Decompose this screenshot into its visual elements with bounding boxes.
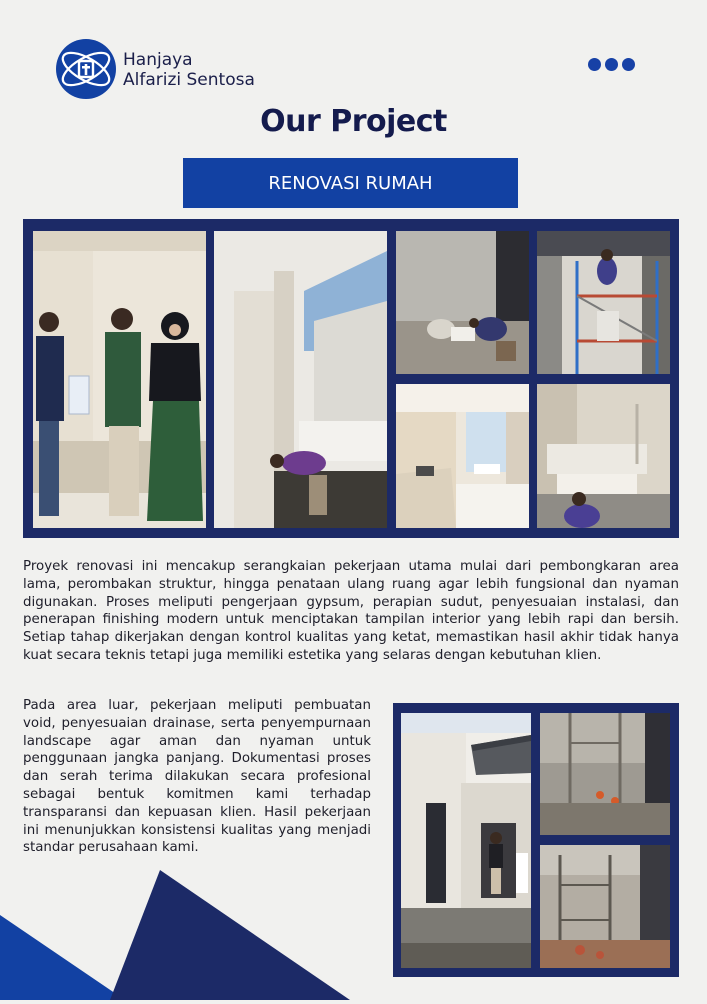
photo-interior-worker — [214, 231, 387, 528]
photo-workers-floor — [396, 231, 529, 374]
photo-exterior — [401, 713, 531, 968]
page-title: Our Project — [260, 104, 447, 139]
photo-bathroom-worker — [537, 384, 670, 528]
paragraph-exterior: Pada area luar, pekerjaan meliputi pembuatan void, penyesuaian drainase, serta penyempurnaan landscape agar aman dan nyaman untuk penggunaan jangka panjang. Dokumentasi proses dan serah terima dilakukan secara profesional sebagai bentuk komitmen kami terhadap transparansi dan kepuasan klien. Hasil pekerjaan ini menunjukkan konsistensi kualitas yang menjadi standar perusahaan kami. — [23, 698, 371, 856]
photo-kitchen — [396, 384, 529, 528]
section-banner: RENOVASI RUMAH — [183, 158, 518, 208]
project-gallery-bottom — [393, 703, 679, 977]
photo-construction-upper — [540, 713, 670, 835]
project-gallery-top — [23, 219, 679, 538]
photo-construction-lower — [540, 845, 670, 968]
photo-scaffolding — [537, 231, 670, 374]
company-logo-icon — [55, 38, 117, 100]
company-name-line1: Hanjaya — [123, 50, 193, 70]
decorative-corner — [0, 860, 350, 1000]
more-dots-icon[interactable] — [588, 58, 640, 72]
photo-handover — [33, 231, 206, 528]
company-name — [123, 50, 255, 90]
paragraph-intro: Proyek renovasi ini mencakup serangkaian pekerjaan utama mulai dari pembongkaran area lama, perombakan struktur, hingga penataan ulang ruang agar lebih fungsional dan nyaman digunakan. Proses meliputi pengerjaan gypsum, perapian sudut, penyesuaian instalasi, dan penerapan finishing modern untuk menciptakan tampilan interior yang lebih rapi dan bersih. Setiap tahap dikerjakan dengan kontrol kualitas yang ketat, memastikan hasil akhir tidak hanya kuat secara teknis tetapi juga memiliki estetika yang selaras dengan kebutuhan klien. — [23, 559, 679, 663]
company-name-line2: Alfarizi Sentosa — [123, 70, 255, 90]
